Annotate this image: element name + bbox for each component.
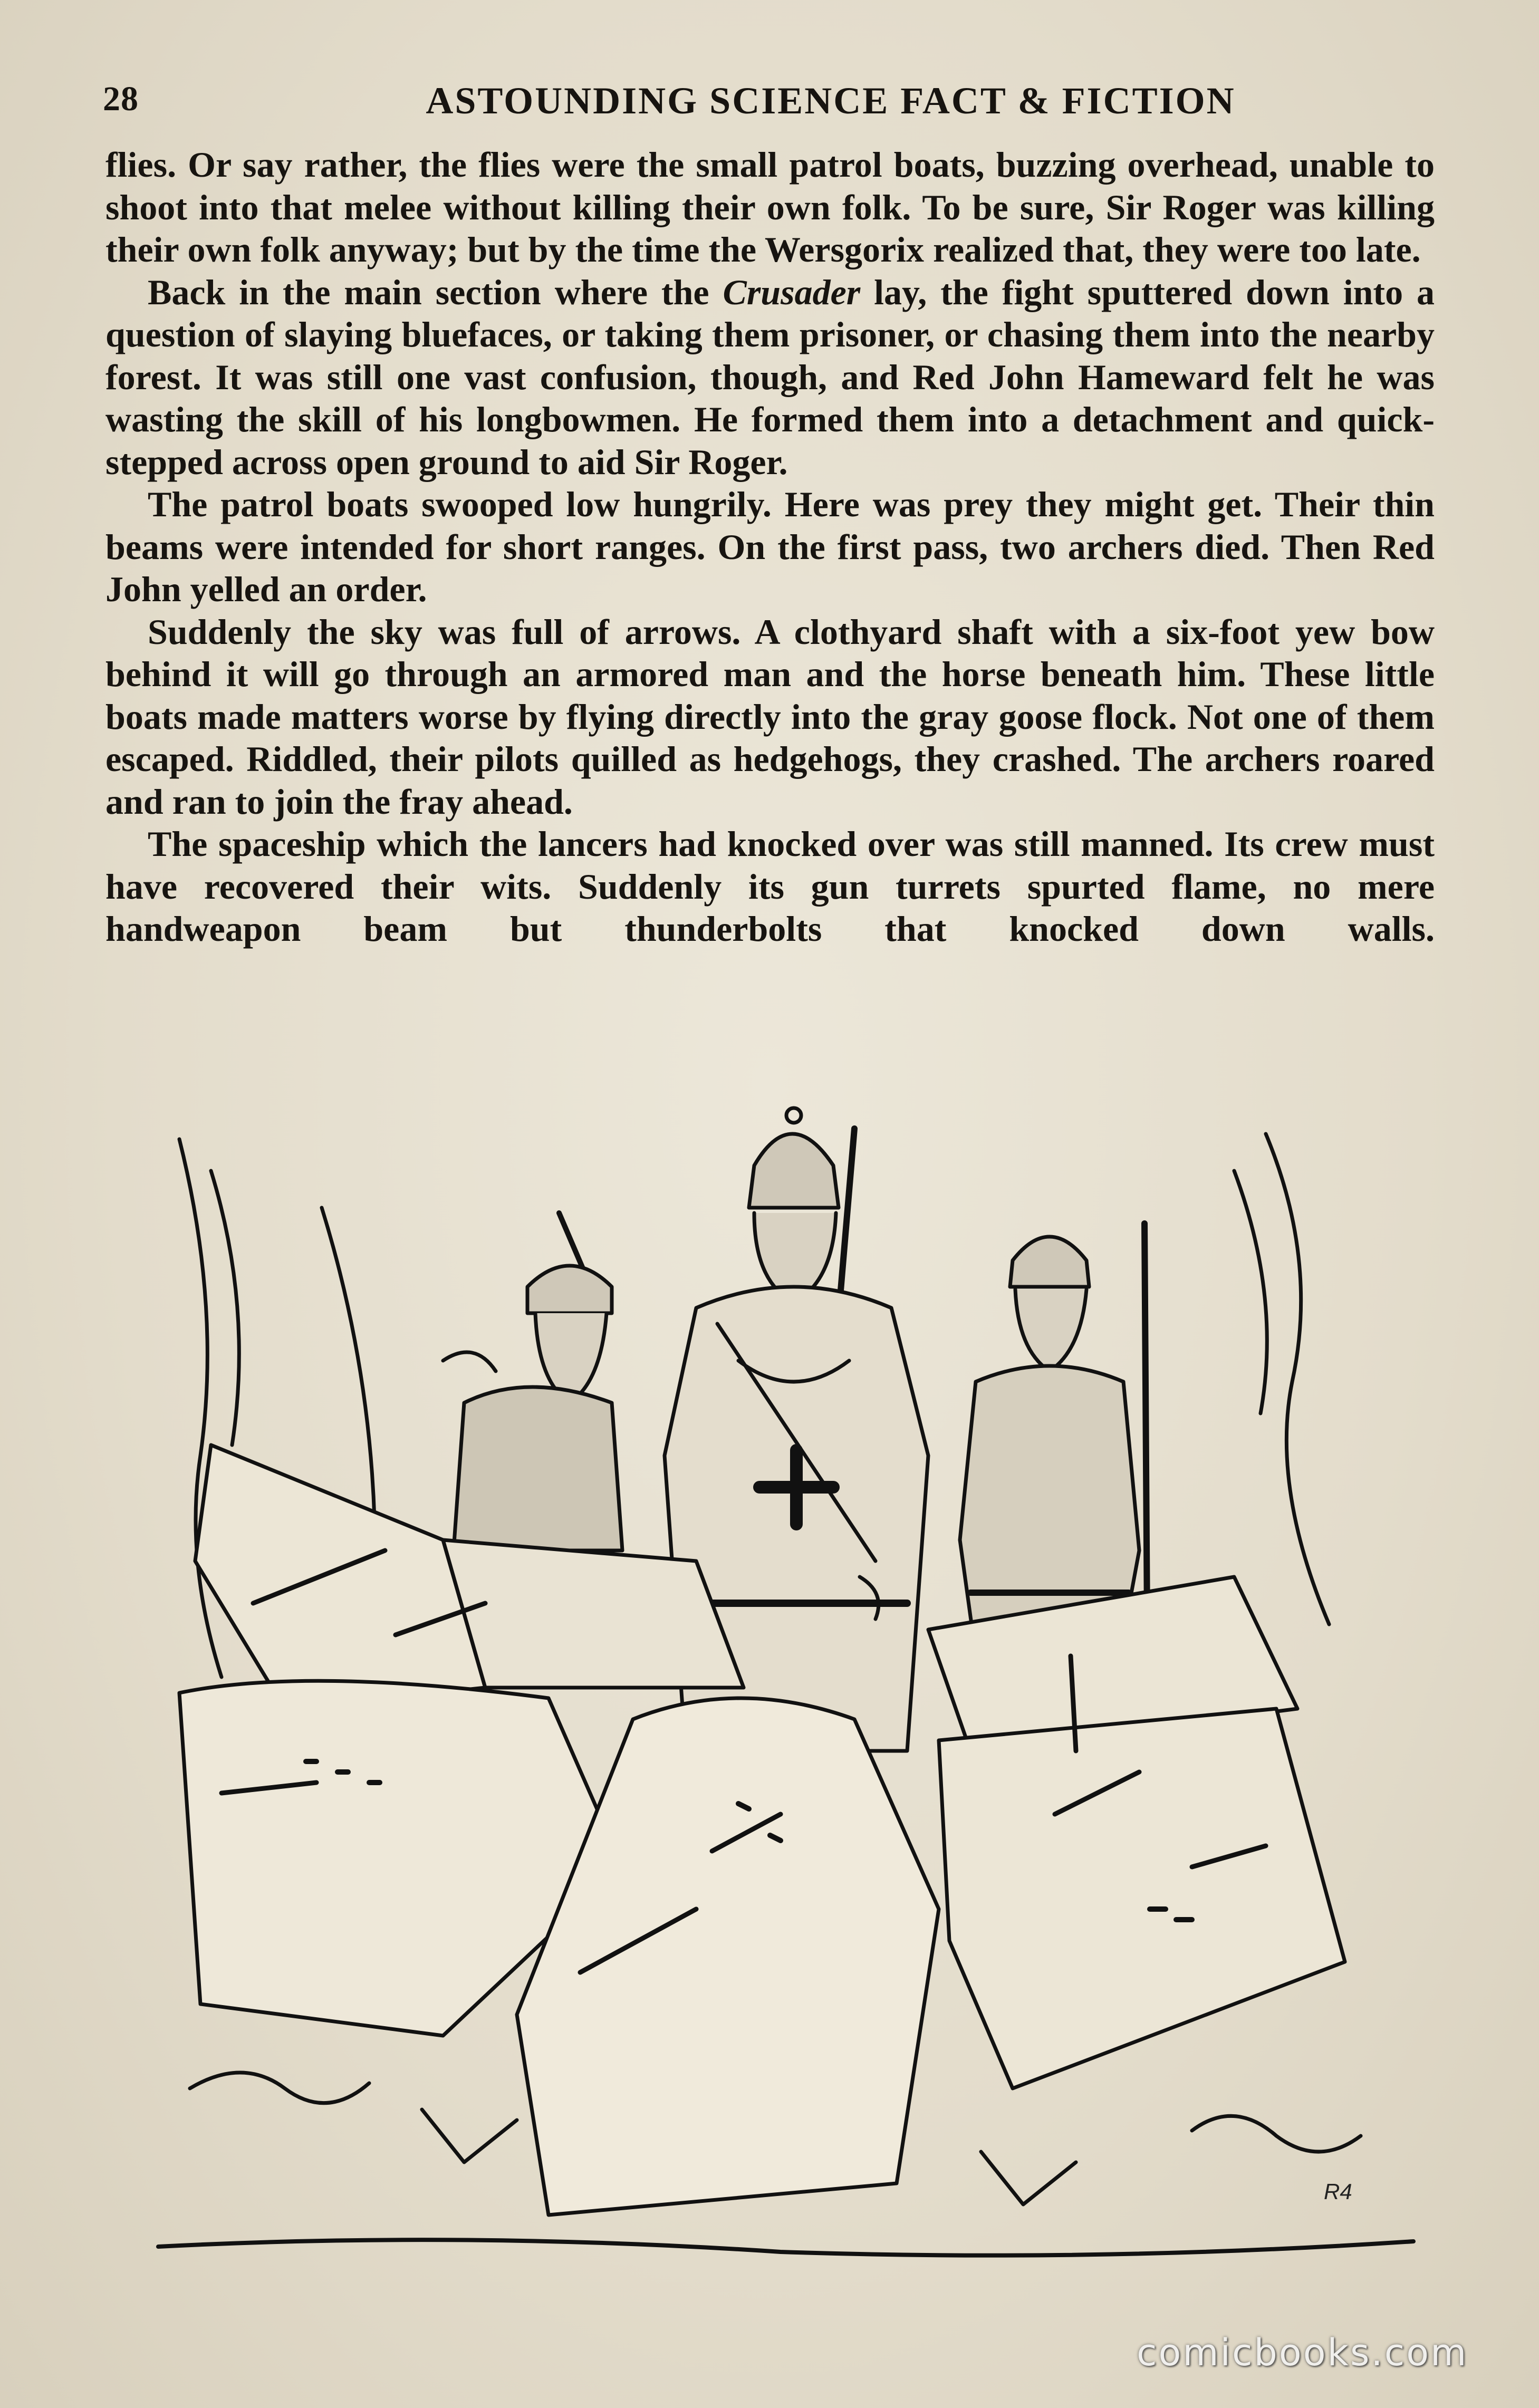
knight-helmet bbox=[749, 1134, 839, 1208]
ship-name: Crusader bbox=[723, 272, 861, 312]
watermark: comicbooks.com bbox=[1137, 2331, 1468, 2374]
artist-signature: R4 bbox=[1324, 2179, 1352, 2204]
longbow bbox=[322, 1208, 374, 1519]
paragraph-3: The patrol boats swooped low hungrily. Here was prey they might get. Their thin beams were intended for short ranges. On the first pass, two archers died. Then Red John yelled an order. bbox=[105, 484, 1435, 609]
illustration-drawing bbox=[148, 1086, 1424, 2284]
story-text bbox=[105, 143, 1435, 950]
hull-section-right bbox=[939, 1709, 1345, 2088]
paragraph-5: The spaceship which the lancers had knocked over was still manned. Its crew must have recovered their wits. Suddenly its gun turrets spurted flame, no mere handweapon beam but thunderbolts that knocked down walls. bbox=[105, 824, 1435, 949]
paragraph-4: Suddenly the sky was full of arrows. A clothyard shaft with a six-foot yew bow behind it will go through an armored man and the horse beneath him. These little boats made matters worse by flying directly into the gray goose flock. Not one of them escaped. Riddled, their pilots quilled as hedgehogs, they crashed. The archers roared and ran to join the fray ahead. bbox=[105, 611, 1435, 822]
paragraph-1: flies. Or say rather, the flies were the small patrol boats, buzzing overhead, unable to shoot into that melee without killing their own folk. To be sure, Sir Roger was killing their own folk anyway; but by the time the Wersgorix realized that, they were too late. bbox=[105, 145, 1435, 269]
archer-body bbox=[454, 1387, 622, 1550]
warriors-illustration bbox=[148, 1086, 1424, 2284]
ground-line bbox=[158, 2240, 1413, 2256]
running-title: ASTOUNDING SCIENCE FACT & FICTION bbox=[426, 80, 1236, 122]
paragraph-2: Back in the main section where the Crusader lay, the fight sputtered down into a question of slaying bluefaces, or taking them prisoner, or chasing them into the nearby forest. It was still one vast confusion, though, and Red John Hameward felt he was wasting the skill of his longbowmen. He formed them into a detachment and quick-stepped across open ground to aid Sir Roger. bbox=[105, 272, 1435, 482]
spear-right bbox=[1144, 1224, 1147, 1624]
hull-plate-left bbox=[195, 1445, 485, 1709]
smoke-line-right bbox=[1266, 1134, 1329, 1624]
page-number: 28 bbox=[103, 80, 139, 118]
warrior-helmet bbox=[1010, 1237, 1089, 1287]
page-header bbox=[103, 79, 1437, 127]
archer-helmet bbox=[527, 1266, 612, 1313]
